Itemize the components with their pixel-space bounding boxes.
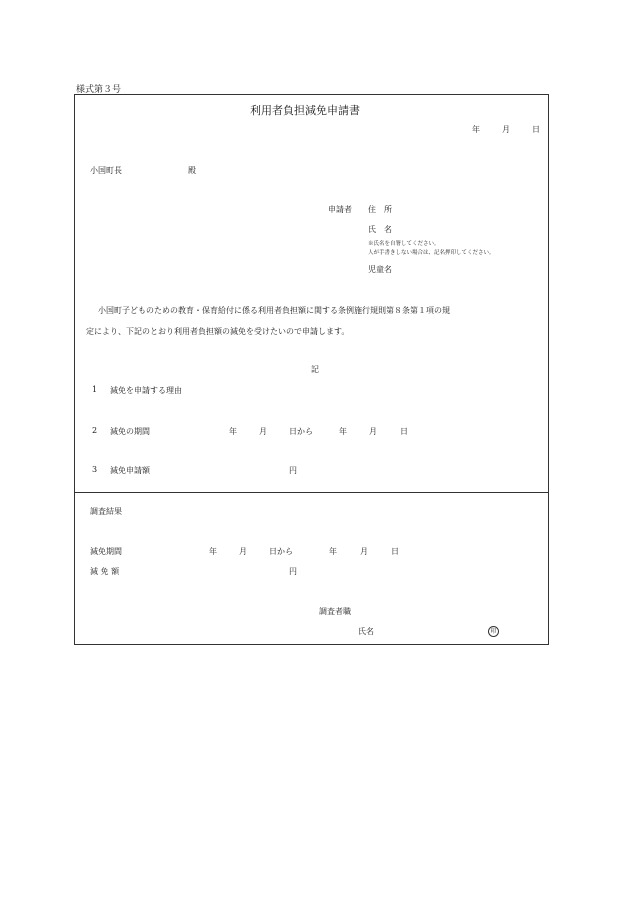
survey-heading: 調査結果 — [90, 507, 122, 516]
date-year: 年 — [472, 125, 480, 134]
item-number: 2 — [92, 426, 98, 435]
amount-label: 減免申請額 — [110, 466, 150, 475]
survey-from-month: 月 — [239, 547, 247, 556]
period-to-month: 月 — [369, 427, 377, 436]
survey-from-day: 日から — [269, 547, 293, 556]
form-title: 利用者負担減免申請書 — [250, 104, 360, 117]
period-label: 減免の期間 — [110, 427, 150, 436]
investigator-name-label: 氏名 — [358, 627, 374, 636]
period-from-day: 日から — [289, 427, 313, 436]
date-day: 日 — [532, 125, 540, 134]
section-divider — [74, 492, 549, 493]
survey-to-month: 月 — [360, 547, 368, 556]
applicant-name-label: 氏 名 — [368, 225, 392, 234]
date-month: 月 — [502, 125, 510, 134]
signature-note-line2: 人が手書きしない場合は、記名押印してください。 — [368, 250, 495, 256]
survey-amount-unit: 円 — [289, 567, 297, 576]
applicant-address-label: 住 所 — [368, 205, 392, 214]
body-text-line2: 定により、下記のとおり利用者負担額の減免を受けたいので申請します。 — [86, 327, 350, 336]
addressee-name: 小国町長 — [90, 166, 122, 175]
form-number: 様式第３号 — [76, 85, 122, 95]
survey-to-year: 年 — [329, 547, 337, 556]
reason-label: 減免を申請する理由 — [110, 386, 182, 395]
period-to-day: 日 — [400, 427, 408, 436]
item-number: 1 — [92, 385, 98, 394]
body-text-line1: 小国町子どものための教育・保育給付に係る利用者負担額に関する条例施行規則第８条第１項の規 — [98, 306, 450, 315]
child-name-label: 児童名 — [368, 265, 392, 274]
signature-note-line1: ※氏名を自署してください。 — [368, 241, 440, 247]
survey-amount-label: 減 免 額 — [90, 567, 120, 576]
seal-mark-icon: 印 — [488, 626, 499, 637]
addressee-honorific: 殿 — [188, 166, 196, 175]
applicant-label: 申請者 — [328, 205, 352, 214]
amount-unit: 円 — [289, 466, 297, 475]
item-number: 3 — [92, 465, 98, 474]
ki-heading: 記 — [311, 365, 319, 374]
survey-to-day: 日 — [391, 547, 399, 556]
survey-from-year: 年 — [209, 547, 217, 556]
period-from-month: 月 — [259, 427, 267, 436]
period-from-year: 年 — [229, 427, 237, 436]
period-to-year: 年 — [339, 427, 347, 436]
survey-period-label: 減免期間 — [90, 547, 122, 556]
investigator-title-label: 調査者職 — [319, 607, 351, 616]
